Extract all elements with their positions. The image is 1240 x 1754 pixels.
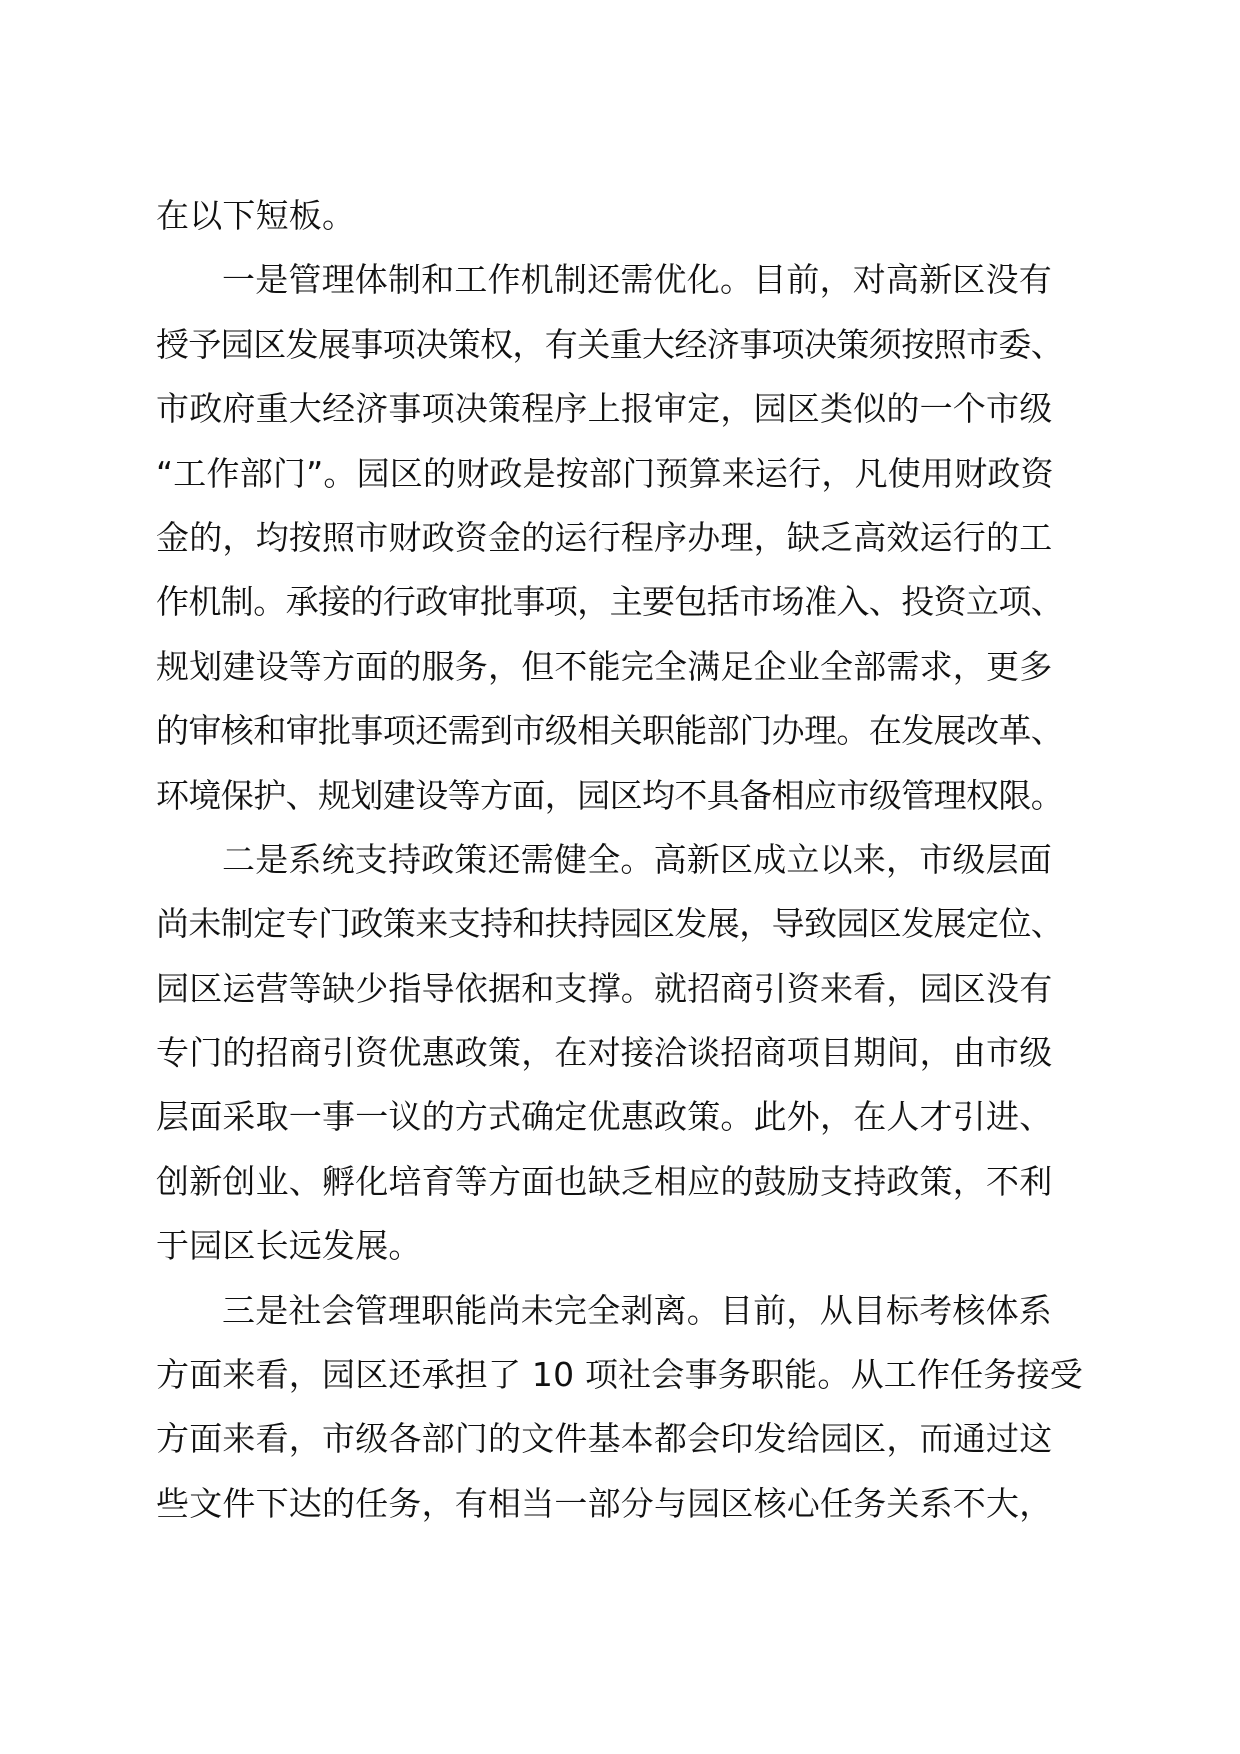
text-line: “工作部门”。园区的财政是按部门预算来运行，凡使用财政资: [156, 453, 1054, 493]
paragraph-start-line: 一是管理体制和工作机制还需优化。目前，对高新区没有: [222, 260, 1052, 300]
text-line: 尚未制定专门政策来支持和扶持园区发展，导致园区发展定位、: [156, 904, 1064, 944]
paragraph-start-line: 二是系统支持政策还需健全。高新区成立以来，市级层面: [222, 839, 1052, 879]
text-line: 层面采取一事一议的方式确定优惠政策。此外，在人才引进、: [156, 1097, 1053, 1137]
text-line: 方面来看，园区还承担了 10 项社会事务职能。从工作任务接受: [156, 1355, 1083, 1395]
text-line: 方面来看，市级各部门的文件基本都会印发给园区，而通过这: [156, 1419, 1053, 1459]
text-line: 在以下短板。: [156, 196, 356, 235]
text-line: 金的，均按照市财政资金的运行程序办理，缺乏高效运行的工: [156, 517, 1053, 557]
paragraph-start-line: 三是社会管理职能尚未完全剥离。目前，从目标考核体系: [222, 1290, 1052, 1330]
text-line: 专门的招商引资优惠政策，在对接洽谈招商项目期间，由市级: [156, 1033, 1053, 1073]
text-line: 的审核和审批事项还需到市级相关职能部门办理。在发展改革、: [156, 711, 1064, 751]
body-text: [156, 184, 1096, 1536]
text-line: 园区运营等缺少指导依据和支撑。就招商引资来看，园区没有: [156, 968, 1053, 1008]
text-line: 规划建设等方面的服务，但不能完全满足企业全部需求，更多: [156, 646, 1053, 686]
text-line: 环境保护、规划建设等方面，园区均不具备相应市级管理权限。: [156, 775, 1064, 815]
text-line: 些文件下达的任务，有相当一部分与园区核心任务关系不大，: [156, 1483, 1053, 1523]
text-line: 作机制。承接的行政审批事项，主要包括市场准入、投资立项、: [156, 582, 1064, 622]
text-line: 授予园区发展事项决策权，有关重大经济事项决策须按照市委、: [156, 324, 1064, 364]
text-line: 市政府重大经济事项决策程序上报审定，园区类似的一个市级: [156, 389, 1053, 429]
text-line: 创新创业、孵化培育等方面也缺乏相应的鼓励支持政策，不利: [156, 1161, 1053, 1201]
text-line: 于园区长远发展。: [156, 1226, 422, 1266]
